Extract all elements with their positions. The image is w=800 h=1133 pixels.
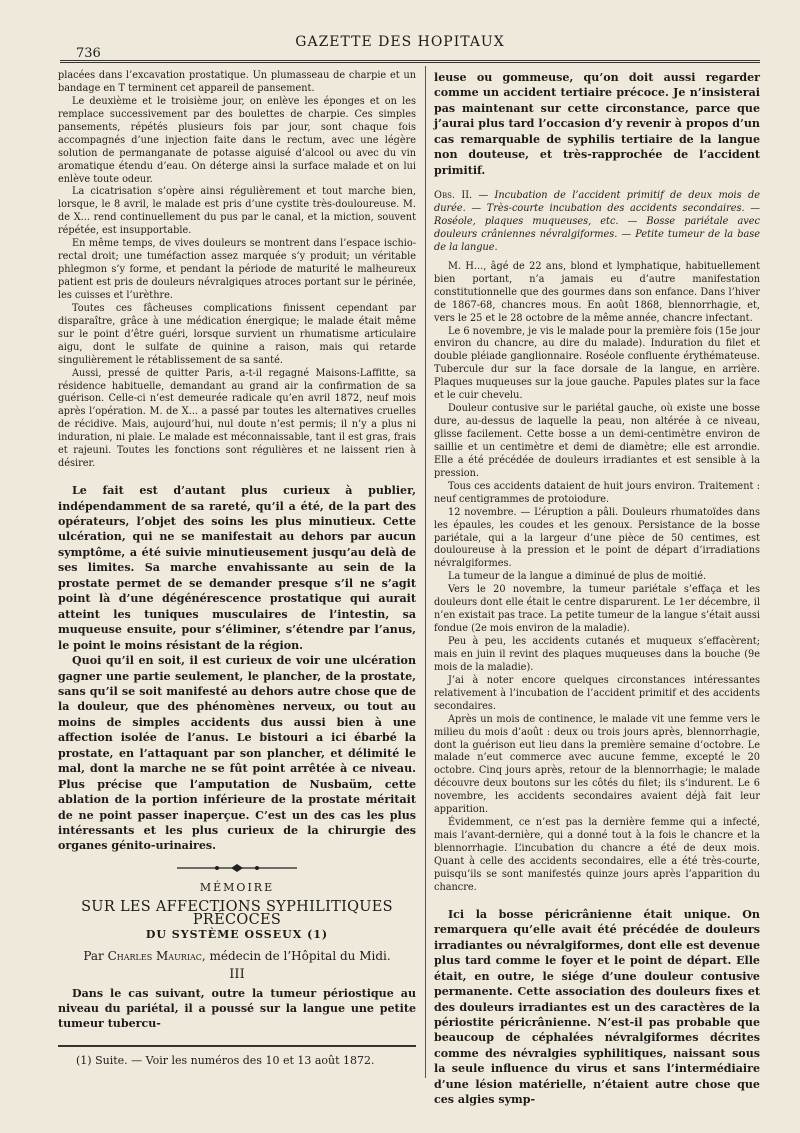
paragraph: Douleur contusive sur le pariétal gauche, où existe une bosse dure, au-dessus de laquelle la peau, non altérée à ce niveau, glisse facilement. Cette bosse a un demi-centimètre environ de saillie et un centimètre et demi de diamètre; elle est arrondie. Elle a été précédée de douleurs irradiantes et est sensible à la pression. — [434, 403, 760, 479]
footnote-rule — [58, 1045, 416, 1047]
paragraph: placées dans l’excavation prostatique. Un plumasseau de charpie et un bandage en T terminent cet appareil de pansement. — [58, 70, 416, 94]
paragraph: Quoi qu’il en soit, il est curieux de voir une ulcération gagner une partie seulement, le plancher, de la prostate, sans qu’il se soit manifesté au dehors autre chose que de la douleur, que des phénomènes nerveux, ou tout au moins de simples accidents dus aussi bien à une affection isolée de l’anus. Le bistouri a ici ébarbé la prostate, en l’attaquant par son plancher, et délimité le mal, dont la marche ne se fût point arrêtée à ce niveau. Plus précise que l’amputation de Nusbaüm, cette ablation de la portion inférieure de la prostate méritait de ne point passer inaperçue. C’est un des cas les plus intéressants et les plus curieux de la chirurgie des organes génito-urinaires. — [58, 654, 416, 853]
paragraph: Toutes ces fâcheuses complications finissent cependant par disparaître, grâce à une médication énergique; le malade était même sur le point d’être guéri, lorsque survient un rhumatisme articulaire aigu, dont le sulfate de quinine a raison, mais qui retarde singulièrement le rétablissement de sa santé. — [58, 302, 416, 366]
paragraph: M. H..., âgé de 22 ans, blond et lymphatique, habituellement bien portant, n’a jamais eu d’autre manifestation constitutionnelle que des gourmes dans son enfance. Dans l’hiver de 1867-68, chancres mous. En août 1868, blennorrhagie, et, vers le 25 et le 28 octobre de la même année, chancre infectant. — [434, 260, 760, 324]
left-column — [58, 70, 416, 1032]
paragraph: Tous ces accidents dataient de huit jours environ. Traitement : neuf centigrammes de protoiodure. — [434, 480, 760, 505]
paragraph: Ici la bosse péricrânienne était unique. On remarquera qu’elle avait été précédée de douleurs irradiantes ou névralgiformes, dont elle est devenue plus tard comme le foyer et le point de départ. Elle était, en outre, le siége d’une douleur contusive permanente. Cette association des douleurs fixes et des douleurs irradiantes est un des caractères de la périostite péricrânienne. N’est-il pas probable que beaucoup de céphalées névralgiformes décrites comme des névralgies syphilitiques, naissant sous la seule influence du virus et sans l’intermédiaire d’une lésion matérielle, n’étaient autre chose que ces algies symp- — [434, 907, 760, 1107]
paragraph: J’ai à noter encore quelques circonstances intéressantes relativement à l’incubation de l’accident primitif et des accidents secondaires. — [434, 674, 760, 712]
footnote: (1) Suite. — Voir les numéros des 10 et 13 août 1872. — [76, 1054, 375, 1067]
observation-heading: Obs. II. — Incubation de l’accident primitif de deux mois de durée. — Très-courte incubation des accidents secondaires. — Roséole, plaques muqueuses, etc. — Bosse pariétale avec douleurs crâniennes névralgiformes. — Petite tumeur de la base de la langue. — [434, 190, 760, 253]
paragraph: Peu à peu, les accidents cutanés et muqueux s’effacèrent; mais en juin il revint des plaques muqueuses dans la bouche (9e mois de la maladie). — [434, 636, 760, 673]
column-divider — [425, 66, 426, 1078]
paragraph: leuse ou gommeuse, qu’on doit aussi regarder comme un accident tertiaire précoce. Je n’insisterai pas maintenant sur cette circonstance, parce que j’aurai plus tard l’occasion d’y revenir à propos d’un cas remarquable de syphilis tertiaire de la langue non douteuse, et très-rapprochée de l’accident primitif. — [434, 71, 760, 177]
article-author: Par Charles Mauriac, médecin de l’Hôpital du Midi. — [83, 948, 391, 963]
ornament-divider — [58, 864, 416, 872]
right-column — [434, 70, 760, 1108]
paragraph: La tumeur de la langue a diminué de plus de moitié. — [448, 571, 707, 583]
page-number: 736 — [76, 46, 101, 61]
paragraph: En même temps, de vives douleurs se montrent dans l’espace ischio-rectal droit; une tuméfaction assez marquée s’y produit; un véritable phlegmon s’y forme, et pendant la période de maturité le malheureux patient est pris de douleurs névralgiques atroces portant sur le périnée, les cuisses et l’urèthre. — [58, 238, 416, 301]
section-number: III — [229, 966, 245, 982]
paragraph: Le deuxième et le troisième jour, on enlève les éponges et on les remplace successivement par des boulettes de charpie. Ces simples pansements, répétés plusieurs fois par jour, sont chaque fois accompagnés d’une injection faite dans le rectum, avec une légère solution de permanganate de potasse aiguisé d’alcool ou avec du vin aromatique étendu d’eau. On déterge ainsi la surface malade et on lui enlève toute odeur. — [58, 95, 416, 185]
paragraph: 12 novembre. — L’éruption a pâli. Douleurs rhumatoïdes dans les épaules, les coudes et les genoux. Persistance de la bosse pariétale, qui a la largeur d’une pièce de 50 centimes, est douloureuse à la pression et le point de départ d’irradiations névralgiformes. — [434, 506, 760, 570]
author-name: Charles Mauriac — [107, 948, 202, 963]
article-title: SUR LES AFFECTIONS SYPHILITIQUES PRÉCOCES — [81, 898, 393, 928]
paragraph: Après un mois de continence, le malade vit une femme vers le milieu du mois d’août : deux ou trois jours après, blennorrhagie, dont la guérison eut lieu dans la première semaine d’octobre. Le malade n’eut commerce avec aucune femme, excepté le 20 octobre. Cinq jours après, retour de la blennorrhagie; le malade découvre deux boutons sur les côtés du filet; ils s’indurent. Le 6 novembre, les accidents secondaires avaient déjà fait leur apparition. — [434, 713, 760, 816]
paragraph: Le 6 novembre, je vis le malade pour la première fois (15e jour environ du chancre, au dire du malade). Induration du filet et double pléiade ganglionnaire. Roséole confluente érythémateuse. Tubercule dur sur la face dorsale de la langue, en arrière. Plaques muqueuses sur la joue gauche. Papules plates sur la face et le cuir chevelu. — [434, 325, 760, 402]
paragraph: La cicatrisation s’opère ainsi régulièrement et tout marche bien, lorsque, le 8 avril, le malade est pris d’une cystite très-douloureuse. M. de X... rend continuellement du pus par le canal, et la miction, souvent répétée, est insupportable. — [58, 186, 416, 237]
paragraph: Évidemment, ce n’est pas la dernière femme qui a infecté, mais l’avant-dernière, qui a donné tout à la fois le chancre et la blennorrhagie. L’incubation du chancre a été de deux mois. Quant à celle des accidents secondaires, elle a été très-courte, puisqu’ils se sont manifestés quinze jours après l’apparition du chancre. — [434, 817, 760, 893]
paragraph: Aussi, pressé de quitter Paris, a-t-il regagné Maisons-Laffitte, sa résidence habituelle, demandant au grand air la confirmation de sa guérison. Celle-ci n’est demeurée radicale qu’en avril 1872, neuf mois après l’opération. M. de X... a passé par toutes les alternatives cruelles de récidive. Mais, aujourd’hui, nul doute n’est permis; il n’y a plus ni induration, ni plaie. Le malade est méconnaissable, tant il est gras, frais et rajeuni. Toutes les fonctions sont régulières et ne laissent rien à désirer. — [58, 367, 416, 470]
paragraph: Dans le cas suivant, outre la tumeur périostique au niveau du pariétal, il a poussé sur la langue une petite tumeur tubercu- — [58, 986, 416, 1031]
running-title: GAZETTE DES HOPITAUX — [295, 34, 505, 50]
commentary — [58, 483, 416, 854]
paragraph: Vers le 20 novembre, la tumeur pariétale s’effaça et les douleurs dont elle était le centre disparurent. Le 1er décembre, il n’en existait pas trace. La petite tumeur de la langue s’était aussi fondue (2e mois environ de la maladie). — [434, 584, 760, 635]
article-subtitle: DU SYSTÈME OSSEUX (1) — [145, 927, 329, 941]
header-rule — [60, 60, 760, 63]
paragraph: Le fait est d’autant plus curieux à publier, indépendamment de sa rareté, qu’il a été, de la part des opérateurs, l’objet des soins les plus minutieux. Cette ulcération, qui ne se manifestait au dehors par aucun symptôme, a été suivie minutieusement jusqu’au delà de ses limites. Sa marche envahissante au sein de la prostate permet de se demander presque s’il ne s’agit point là d’une dégénérescence prostatique qui aurait atteint les tuniques musculaires de l’intestin, sa muqueuse ensuite, pour s’éliminer, s’étendre par l’anus, le point le moins résistant de la région. — [58, 484, 416, 652]
section-label: MÉMOIRE — [199, 880, 275, 894]
